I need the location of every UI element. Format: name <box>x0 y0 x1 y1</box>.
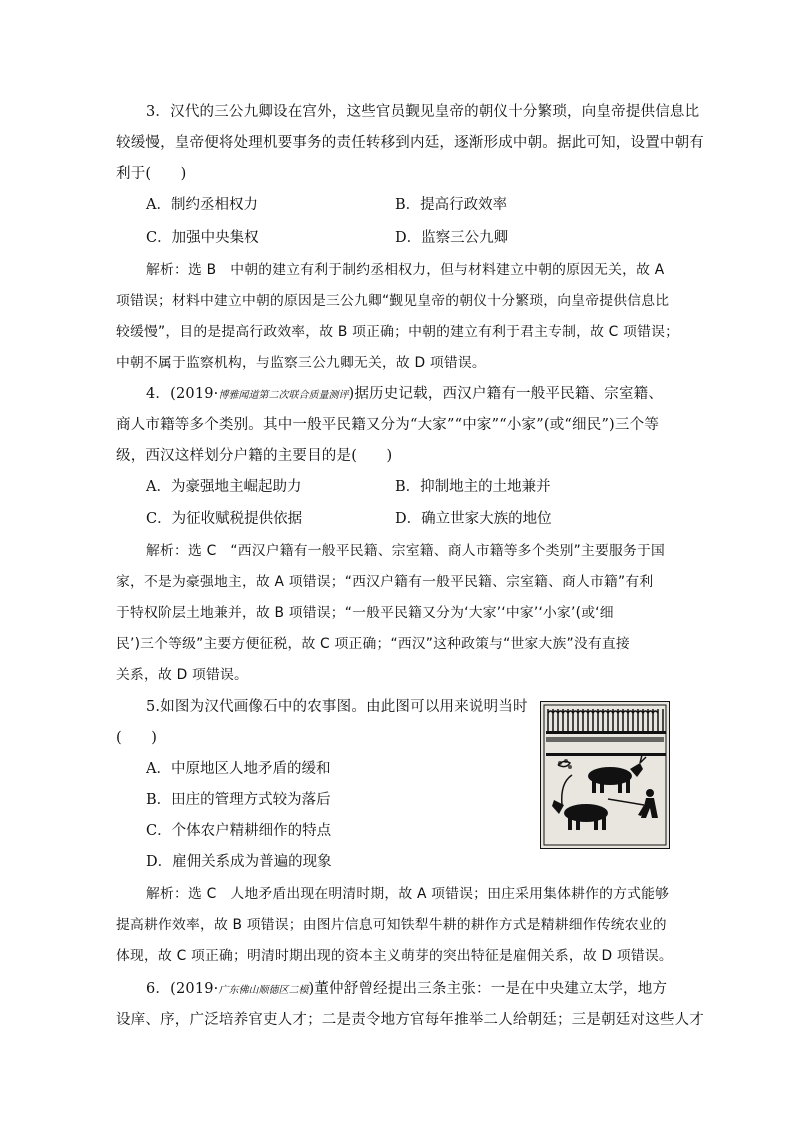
q6-stem-rest: )董仲舒曾经提出三条主张：一是在中央建立太学，地方 <box>308 981 668 997</box>
q5-option-d: D．雇佣关系成为普遍的现象 <box>146 854 332 870</box>
q4-number: 4．(2019· <box>146 386 219 402</box>
q5-option-a: A．中原地区人地矛盾的缓和 <box>146 761 331 777</box>
q4-option-b: B．抑制地主的土地兼并 <box>395 479 551 495</box>
q3-stem-line3: 利于( ) <box>116 166 187 182</box>
q3-option-a: A．制约丞相权力 <box>146 197 258 213</box>
q5-explanation-line2: 提高耕作效率，故 B 项错误；由图片信息可知铁犁牛耕的耕作方式是精耕细作传统农业的 <box>116 917 667 933</box>
q4-explanation-line3: 于特权阶层土地兼并，故 B 项错误；“一般平民籍又分为‘大家’‘中家’‘小家’(或‘细 <box>116 605 614 621</box>
q3-explanation-line3: 较缓慢”，目的是提高行政效率，故 B 项正确；中朝的建立有利于君主专制，故 C 项错误； <box>116 324 680 340</box>
q4-stem-line3: 级，西汉这样划分户籍的主要目的是( ) <box>116 448 393 464</box>
q4-source: 博雅闻道第二次联合质量测评 <box>218 390 349 401</box>
q3-explanation-line1: 解析：选 B 中朝的建立有利于制约丞相权力，但与材料建立中朝的原因无关，故 A <box>146 262 665 278</box>
q3-stem-line2: 较缓慢，皇帝便将处理机要事务的责任转移到内廷，逐渐形成中朝。据此可知，设置中朝有 <box>116 135 704 151</box>
q3-option-c: C．加强中央集权 <box>146 230 259 246</box>
q5-explanation-line3: 体现，故 C 项正确；明清时期出现的资本主义萌芽的突出特征是雇佣关系，故 D 项错误。 <box>116 948 673 964</box>
q3-option-d: D．监察三公九卿 <box>395 230 509 246</box>
q4-stem-line2: 商人市籍等多个类别。其中一般平民籍又分为“大家”“中家”“小家”(或“细民”)三个等 <box>116 417 660 433</box>
q6-number: 6．(2019· <box>146 981 219 997</box>
q4-stem-rest: )据历史记载，西汉户籍有一般平民籍、宗室籍、 <box>348 386 664 402</box>
q4-option-c: C．为征收赋税提供依据 <box>146 511 303 527</box>
q6-source: 广东佛山顺德区二模 <box>218 985 309 996</box>
q6-stem-line1 <box>146 980 667 1000</box>
q3-stem-line1: 3．汉代的三公九卿设在宫外，这些官员觐见皇帝的朝仪十分繁琐，向皇帝提供信息比 <box>146 104 700 120</box>
q5-explanation-line1: 解析：选 C 人地矛盾出现在明清时期，故 A 项错误；田庄采用集体耕作的方式能够 <box>146 886 670 902</box>
q3-option-b: B．提高行政效率 <box>395 197 508 213</box>
q5-option-b: B．田庄的管理方式较为落后 <box>146 792 331 808</box>
q4-explanation-line2: 家，不是为豪强地主，故 A 项错误；“西汉户籍有一般平民籍、宗室籍、商人市籍”有利 <box>116 574 654 590</box>
q4-stem-line1 <box>146 385 663 405</box>
han-stone-relief-farming-image <box>540 701 670 849</box>
q3-explanation-line4: 中朝不属于监察机构，与监察三公九卿无关，故 D 项错误。 <box>116 355 486 371</box>
q4-option-a: A．为豪强地主崛起助力 <box>146 479 302 495</box>
q5-stem-line2: ( ) <box>116 730 158 746</box>
q6-stem-line2: 设庠、序，广泛培养官吏人才；二是责令地方官每年推举二人给朝廷；三是朝廷对这些人才 <box>116 1012 704 1028</box>
q4-explanation-line1: 解析：选 C “西汉户籍有一般平民籍、宗室籍、商人市籍等多个类别”主要服务于国 <box>146 543 666 559</box>
q5-option-c: C．个体农户精耕细作的特点 <box>146 823 332 839</box>
q4-explanation-line5: 关系，故 D 项错误。 <box>116 667 248 683</box>
q4-explanation-line4: 民’)三个等级”主要方便征税，故 C 项正确；“西汉”这种政策与“世家大族”没有直接 <box>116 636 630 652</box>
q5-stem-line1: 5.如图为汉代画像石中的农事图。由此图可以用来说明当时 <box>146 699 528 715</box>
q4-option-d: D．确立世家大族的地位 <box>395 511 552 527</box>
q3-explanation-line2: 项错误；材料中建立中朝的原因是三公九卿“觐见皇帝的朝仪十分繁琐，向皇帝提供信息比 <box>116 293 670 309</box>
